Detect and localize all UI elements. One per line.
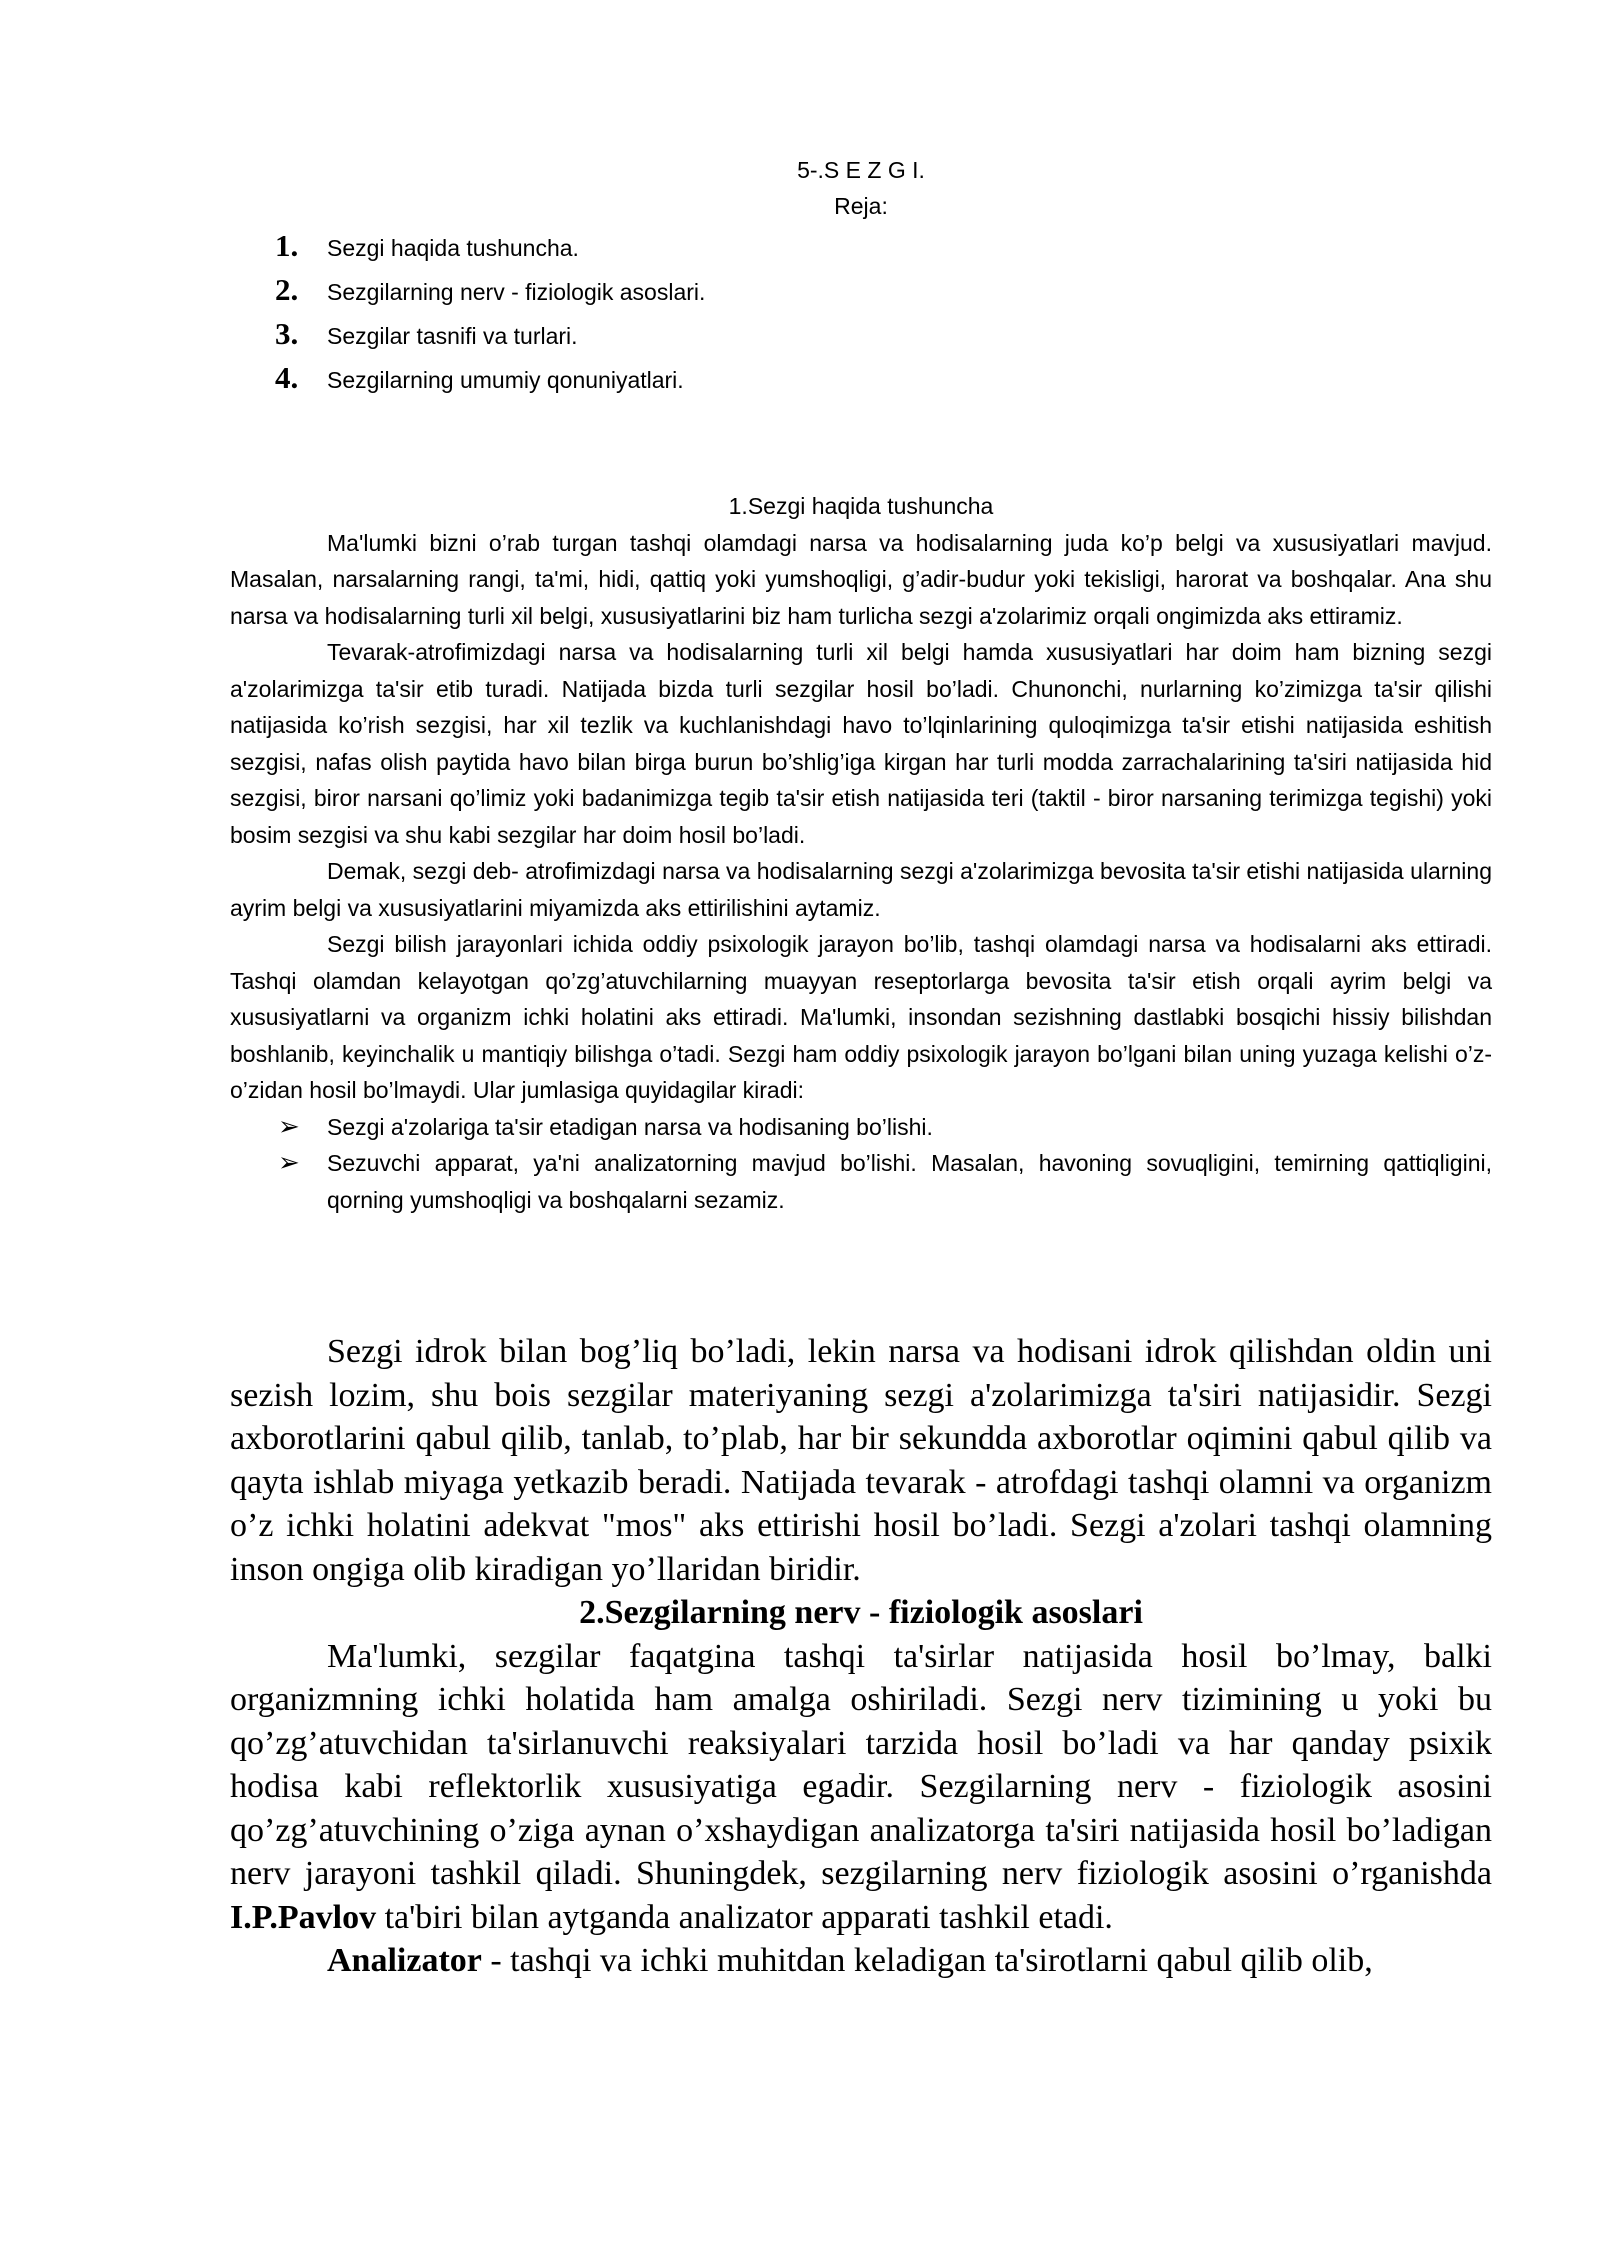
- arrow-bullet-icon: ➢: [278, 1148, 300, 1178]
- paragraph: Sezgi idrok bilan bog’liq bo’ladi, lekin narsa va hodisani idrok qilishdan oldin uni sezish lozim, shu bois sezgilar materiyaning sezgi a'zolarimizga ta'siri natijasidir. Sezgi axborotlarini qabul qilib, tanlab, to’plab, har bir sekundda axborotlar oqimini qabul qilib va qayta ishlab miyaga yetkazib beradi. Natijada tevarak - atrofdagi tashqi olamni va organizm o’z ichki holatini adekvat "mos" aks ettirishi hosil bo’ladi. Sezgi a'zolari tashqi olamning inson ongiga olib kiradigan yo’llaridan biridir.: [230, 1333, 1492, 1588]
- plan-item: [275, 228, 705, 272]
- page-title: 5-.S E Z G I.: [797, 157, 925, 183]
- bullet-item: [230, 1109, 1492, 1146]
- plan-item-number: 2.: [275, 272, 299, 307]
- plan-item-number: 3.: [275, 316, 299, 351]
- bold-name: I.P.Pavlov: [230, 1898, 377, 1936]
- plan-list: [275, 228, 705, 404]
- paragraph-text: Ma'lumki, sezgilar faqatgina tashqi ta'sirlar natijasida hosil bo’lmay, balki organizmning ichki holatida ham amalga oshiriladi. Sezgi nerv tizimining u yoki bu qo’zg’atuvchidan ta'sirlanuvchi reaksiyalari tarzida hosil bo’ladi va har qanday psixik hodisa kabi reflektorlik xususiyatiga egadir. Sezgilarning nerv - fiziologik asosini qo’zg’atuvchining o’ziga aynan o’xshaydigan analizatorga ta'siri natijasida hosil bo’ladigan nerv jarayoni tashkil qiladi. Shuningdek, sezgilarning nerv fiziologik asosini o’rganishda: [230, 1637, 1492, 1892]
- bold-term: Analizator: [327, 1942, 482, 1979]
- bullet-text: Sezgi a'zolariga ta'sir etadigan narsa va hodisaning bo’lishi.: [327, 1113, 933, 1140]
- paragraph-text: ta'biri bilan aytganda analizator apparati tashkil etadi.: [376, 1898, 1113, 1936]
- plan-item-text: Sezgi haqida tushuncha.: [327, 235, 579, 261]
- section-1-heading: 1.Sezgi haqida tushuncha: [728, 493, 994, 519]
- plan-item-text: Sezgilar tasnifi va turlari.: [327, 323, 578, 349]
- plan-item-text: Sezgilarning nerv - fiziologik asoslari.: [327, 279, 706, 305]
- bullet-list: [230, 1109, 1492, 1219]
- section-2-heading: 2.Sezgilarning nerv - fiziologik asoslari: [579, 1594, 1143, 1631]
- plan-item: [275, 316, 705, 360]
- section-2: [230, 1330, 1492, 1983]
- paragraph: [230, 1939, 1492, 1983]
- paragraph-text: - tashqi va ichki muhitdan keladigan ta'sirotlarni qabul qilib olib,: [481, 1942, 1373, 1979]
- paragraph: Ma'lumki bizni o’rab turgan tashqi olamdagi narsa va hodisalarning juda ko’p belgi va xususiyatlari mavjud. Masalan, narsalarning rangi, ta'mi, hidi, qattiq yoki yumshoqligi, g’adir-budur yoki tekisligi, harorat va boshqalar. Ana shu narsa va hodisalarning turli xil belgi, xususiyatlarini biz ham turlicha sezgi a'zolarimiz orqali ongimizda aks ettiramiz.: [230, 529, 1492, 629]
- plan-item: [275, 360, 705, 404]
- paragraph: Sezgi bilish jarayonlari ichida oddiy psixologik jarayon bo’lib, tashqi olamdagi narsa va hodisalarni aks ettiradi. Tashqi olamdan kelayotgan qo’zg’atuvchilarning muayyan reseptorlarga bevosita ta'sir etish orqali ayrim belgi va xususiyatlarni va organizm ichki holatini aks ettiradi. Ma'lumki, insondan sezishning dastlabki bosqichi hissiy bilishdan boshlanib, keyinchalik u mantiqiy bilishga o’tadi. Sezgi ham oddiy psixologik jarayon bo’lgani bilan uning yuzaga kelishi o’z-o’zidan hosil bo’lmaydi. Ular jumlasiga quyidagilar kiradi:: [230, 931, 1492, 1103]
- plan-item: [275, 272, 705, 316]
- bullet-item: [230, 1145, 1492, 1218]
- plan-item-text: Sezgilarning umumiy qonuniyatlari.: [327, 367, 684, 393]
- bullet-text: Sezuvchi apparat, ya'ni analizatorning mavjud bo’lishi. Masalan, havoning sovuqligini, temirning qattiqligini, qorning yumshoqligi va boshqalarni sezamiz.: [327, 1150, 1492, 1213]
- section-1: [230, 488, 1492, 1218]
- arrow-bullet-icon: ➢: [278, 1111, 300, 1142]
- plan-label: Reja:: [834, 193, 888, 219]
- paragraph: Tevarak-atrofimizdagi narsa va hodisalarning turli xil belgi hamda xususiyatlari har doim ham bizning sezgi a'zolarimizga ta'sir etib turadi. Natijada bizda turli sezgilar hosil bo’ladi. Chunonchi, nurlarning ko’zimizga ta'sir qilishi natijasida ko’rish sezgisi, har xil tezlik va kuchlanishdagi havo to’lqinlarining quloqimizga ta'sir etishi natijasida eshitish sezgisi, nafas olish paytida havo bilan birga burun bo’shlig’iga kirgan har turli modda zarrachalarining ta'siri natijasida hid sezgisi, biror narsani qo’limiz yoki badanimizga tegib ta'sir etish natijasida teri (taktil - biror narsaning terimizga tegishi) yoki bosim sezgisi va shu kabi sezgilar har doim hosil bo’ladi.: [230, 639, 1492, 848]
- plan-item-number: 4.: [275, 360, 299, 395]
- title-block: [230, 152, 1492, 224]
- paragraph: [230, 1635, 1492, 1940]
- paragraph: Demak, sezgi deb- atrofimizdagi narsa va hodisalarning sezgi a'zolarimizga bevosita ta'sir etishi natijasida ularning ayrim belgi va xususiyatlarini miyamizda aks ettirilishini aytamiz.: [230, 858, 1492, 921]
- plan-item-number: 1.: [275, 228, 299, 263]
